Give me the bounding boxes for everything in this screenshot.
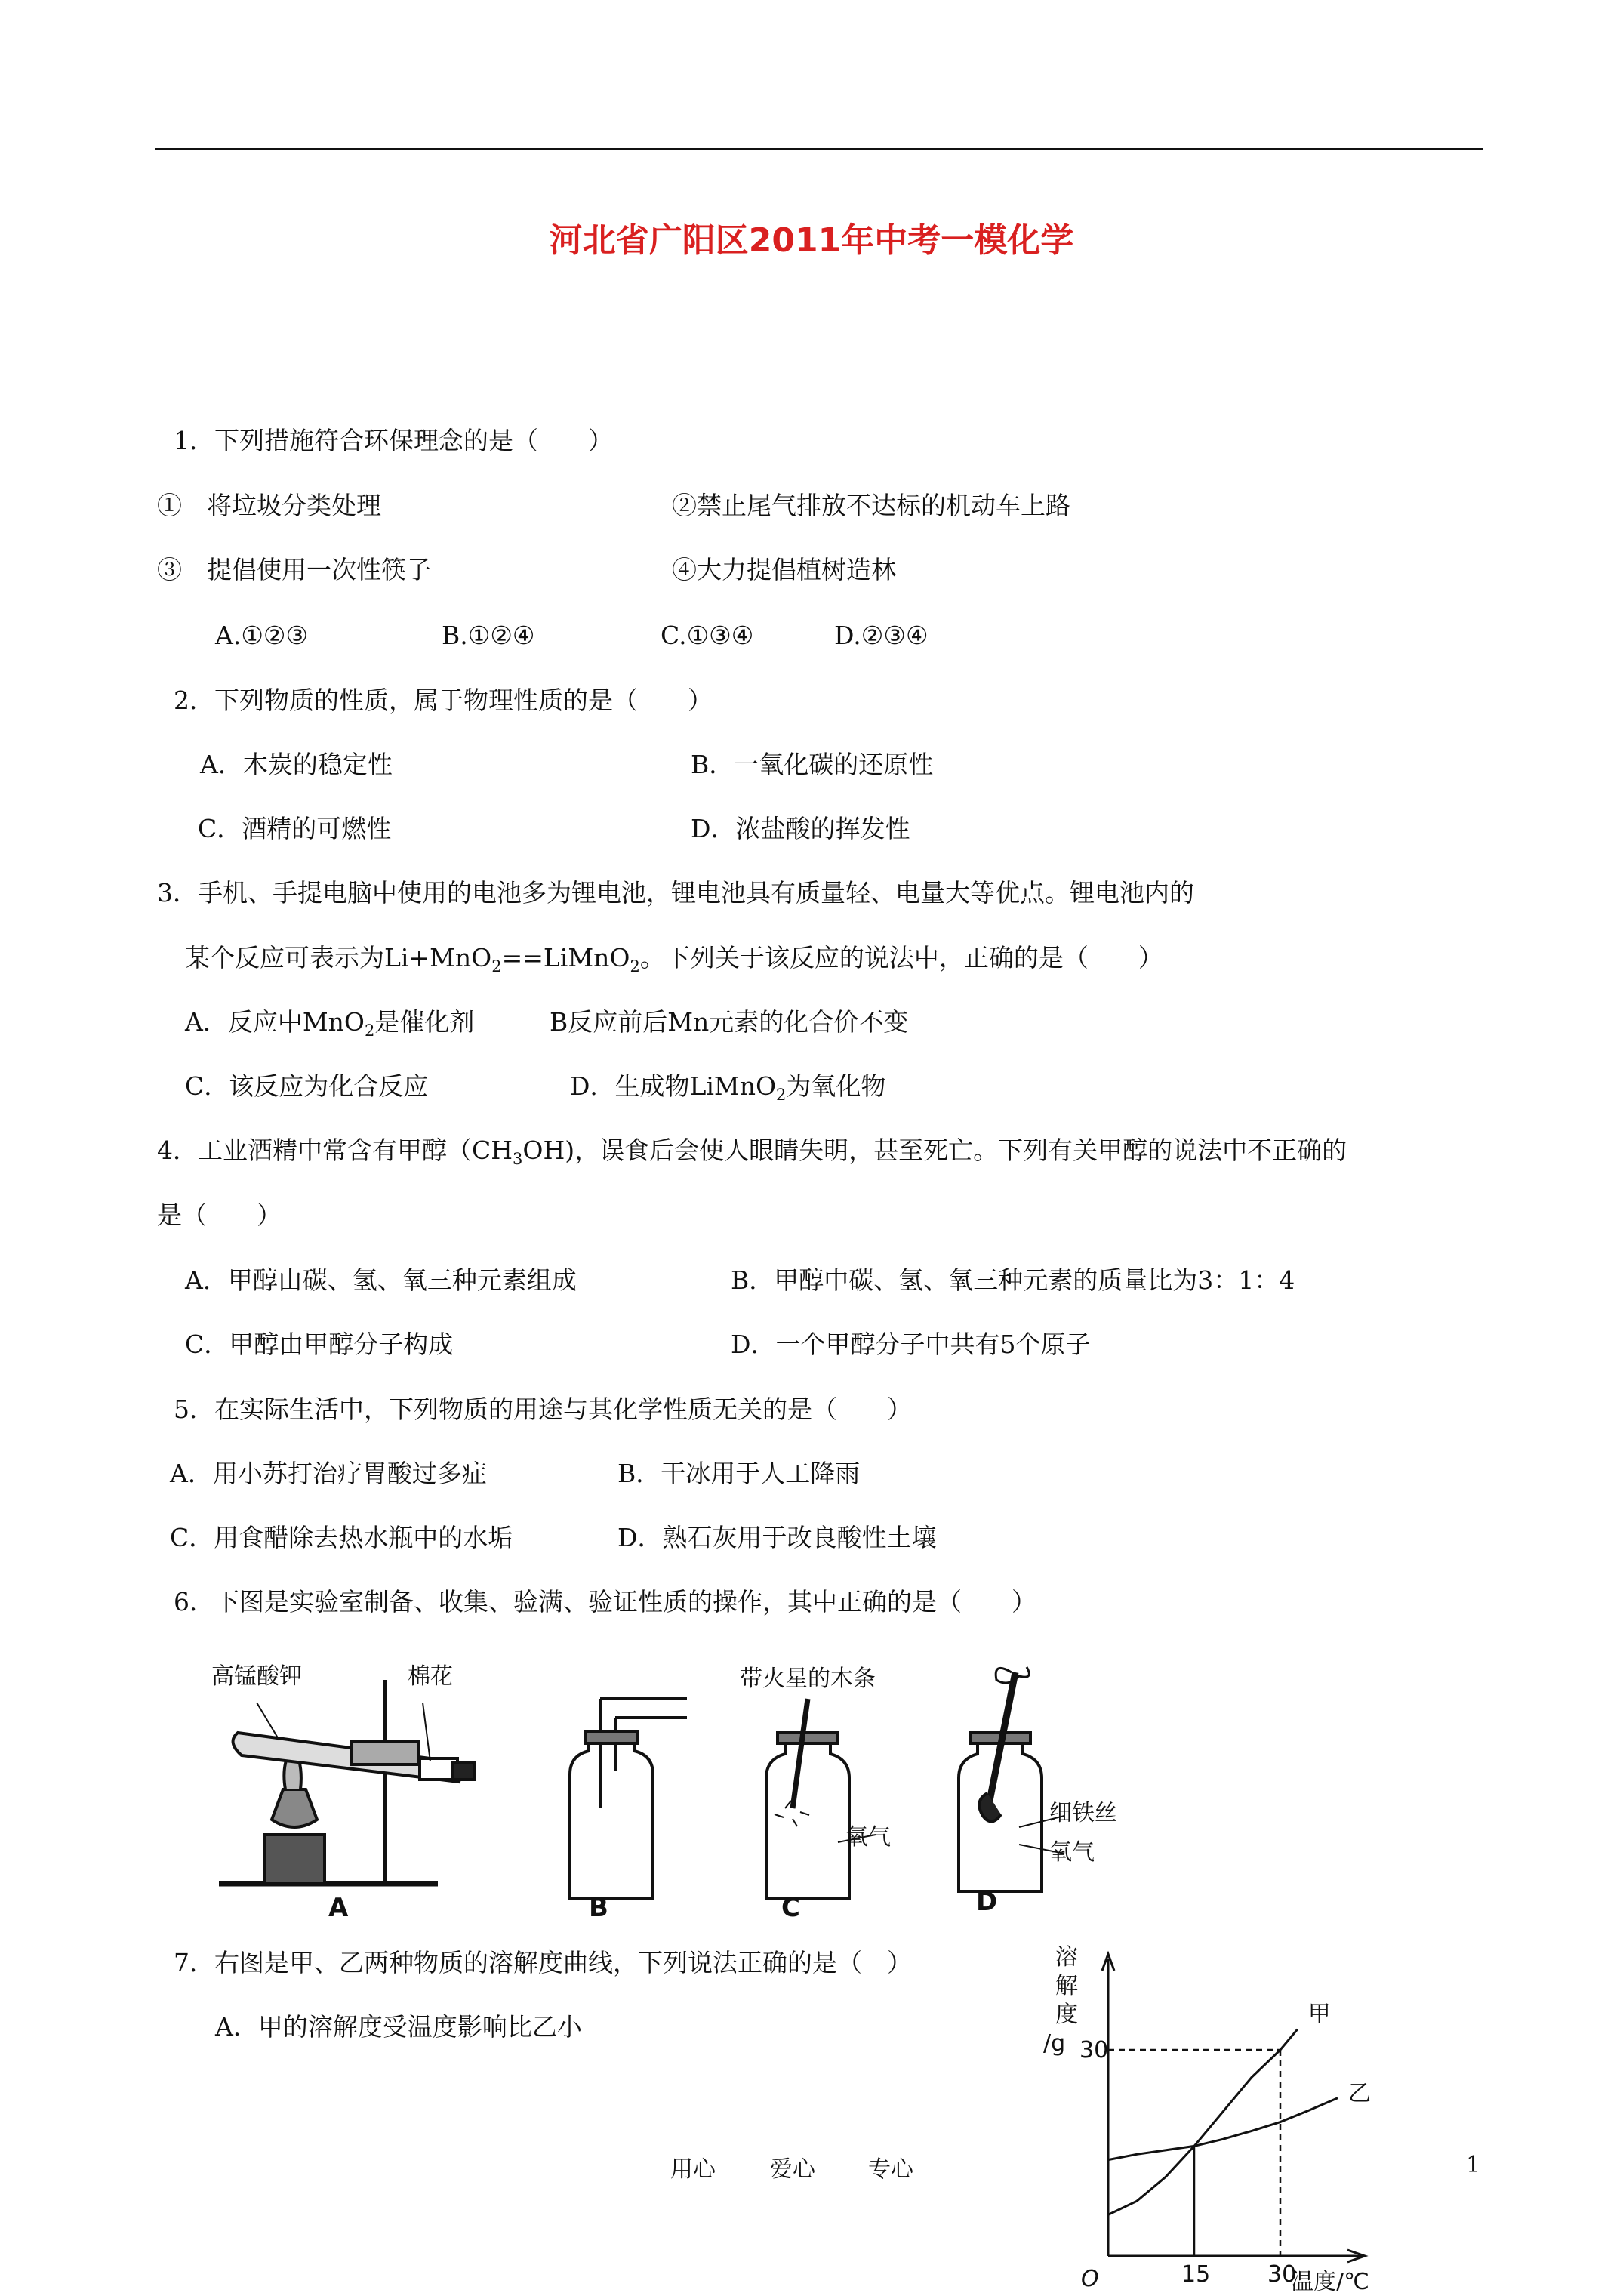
q1-item-4: ④大力提倡植树造林	[672, 555, 896, 584]
q3-option-d-text: D．生成物LiMnO	[570, 1071, 777, 1101]
q2-option-d: D．浓盐酸的挥发性	[691, 814, 910, 843]
series-label-1: 甲	[1307, 2001, 1331, 2028]
caption-a: A	[328, 1893, 349, 1922]
q4-stem-line-1	[157, 1136, 1347, 1166]
y-tick-label-1: 30	[1079, 2037, 1109, 2063]
q7-option-a: A．甲的溶解度受温度影响比乙小	[215, 2012, 582, 2042]
caption-c: C	[781, 1893, 800, 1922]
q1-option-d: D.②③④	[834, 621, 929, 650]
apparatus-c	[766, 1699, 876, 1899]
q4-option-c: C．甲醇由甲醇分子构成	[185, 1330, 454, 1359]
q5-option-d: D．熟石灰用于改良酸性土壤	[617, 1523, 937, 1552]
q4-stem-text: OH)，误食后会使人眼睛失明，甚至死亡。下列有关甲醇的说法中不正确的	[522, 1136, 1347, 1165]
q3-stem-line-1: 3．手机、手提电脑中使用的电池多为锂电池，锂电池具有质量轻、电量大等优点。锂电池内的	[157, 878, 1194, 908]
caption-b: B	[589, 1893, 608, 1922]
q3-stem-text: 。下列关于该反应的说法中，正确的是（ ）	[639, 943, 1163, 972]
q4-option-a: A．甲醇由碳、氢、氧三种元素组成	[185, 1265, 577, 1295]
x-tick-label-1: 15	[1181, 2261, 1211, 2288]
q3-option-d-text: 为氧化物	[786, 1071, 886, 1101]
footer-left: 用心	[670, 2156, 716, 2183]
y-axis-label-part: 解	[1055, 1973, 1078, 1999]
q3-option-a-text: A．反应中MnO	[185, 1007, 365, 1037]
y-axis-label	[1043, 1944, 1078, 2057]
q3-subscript: 2	[630, 957, 640, 975]
q1-item-2: ②禁止尾气排放不达标的机动车上路	[672, 491, 1070, 520]
q3-option-a	[185, 1007, 475, 1040]
series-curve-2	[1108, 2098, 1338, 2160]
origin-label: O	[1081, 2266, 1099, 2291]
q3-subscript: 2	[364, 1022, 375, 1040]
q3-stem-line-2	[185, 943, 1163, 973]
apparatus-d	[959, 1667, 1064, 1891]
q3-stem-text: 某个反应可表示为Li+MnO	[185, 943, 492, 972]
q4-option-b: B．甲醇中碳、氢、氧三种元素的质量比为3：1：4	[731, 1265, 1295, 1295]
y-axis-label-part: 溶	[1055, 1944, 1078, 1971]
page-number: 1	[1466, 2152, 1481, 2178]
q2-option-b: B．一氧化碳的还原性	[691, 750, 934, 779]
q4-option-d: D．一个甲醇分子中共有5个原子	[731, 1330, 1091, 1359]
q5-option-c: C．用食醋除去热水瓶中的水垢	[170, 1523, 513, 1552]
label-kmno4: 高锰酸钾	[211, 1663, 302, 1690]
apparatus-figure	[196, 1657, 1155, 1922]
q1-option-c: C.①③④	[661, 621, 754, 650]
x-axis-label: 温度/℃	[1291, 2269, 1369, 2291]
q7-stem: 7．右图是甲、乙两种物质的溶解度曲线，下列说法正确的是（ ）	[174, 1948, 912, 1977]
q3-option-d	[570, 1071, 885, 1102]
q6-stem: 6．下图是实验室制备、收集、验满、验证性质的操作，其中正确的是（ ）	[174, 1587, 1036, 1616]
y-axis-label-part: 度	[1055, 2002, 1078, 2028]
label-oxygen-d: 氧气	[1049, 1839, 1095, 1866]
q1-item-3: ③ 提倡使用一次性筷子	[157, 555, 431, 584]
q3-option-c: C．该反应为化合反应	[185, 1071, 429, 1101]
q3-subscript: 2	[776, 1086, 787, 1104]
q5-option-b: B．干冰用于人工降雨	[617, 1459, 861, 1488]
header-rule	[155, 148, 1483, 150]
q1-item-1: ① 将垃圾分类处理	[157, 491, 381, 520]
solubility-chart	[1027, 1933, 1404, 2291]
footer-middle: 爱心	[770, 2156, 815, 2183]
q2-option-a: A．木炭的稳定性	[200, 750, 393, 779]
series-label-2: 乙	[1348, 2080, 1371, 2107]
q5-option-a: A．用小苏打治疗胃酸过多症	[170, 1459, 487, 1488]
q3-stem-text: ==LiMnO	[501, 943, 630, 972]
label-iron-wire: 细铁丝	[1049, 1800, 1117, 1826]
footer-right: 专心	[868, 2156, 913, 2183]
label-oxygen-c: 氧气	[845, 1824, 891, 1851]
q1-stem: 1．下列措施符合环保理念的是（ ）	[174, 426, 613, 455]
apparatus-a	[219, 1680, 474, 1884]
q1-option-a: A.①②③	[215, 621, 309, 650]
q2-stem: 2．下列物质的性质，属于物理性质的是（ ）	[174, 686, 713, 715]
q2-option-c: C．酒精的可燃性	[198, 814, 392, 843]
q1-option-b: B.①②④	[442, 621, 535, 650]
q5-stem: 5．在实际生活中，下列物质的用途与其化学性质无关的是（ ）	[174, 1395, 912, 1424]
y-axis-label-part: /g	[1043, 2030, 1066, 2057]
page-title: 河北省广阳区2011年中考一模化学	[549, 221, 1074, 260]
q4-stem-line-2: 是（ ）	[157, 1200, 282, 1230]
caption-d: D	[976, 1887, 998, 1917]
label-cotton: 棉花	[408, 1663, 453, 1690]
x-tick-label-2: 30	[1267, 2261, 1297, 2288]
series-curve-1	[1108, 2029, 1298, 2215]
q4-stem-text: 4．工业酒精中常含有甲醇（CH	[157, 1136, 513, 1165]
label-splint: 带火星的木条	[740, 1666, 876, 1692]
apparatus-b	[570, 1699, 687, 1899]
q3-subscript: 2	[491, 957, 502, 975]
q3-option-b: B反应前后Mn元素的化合价不变	[550, 1007, 909, 1037]
q3-option-a-text: 是催化剂	[374, 1007, 475, 1037]
q4-subscript: 3	[513, 1150, 523, 1168]
